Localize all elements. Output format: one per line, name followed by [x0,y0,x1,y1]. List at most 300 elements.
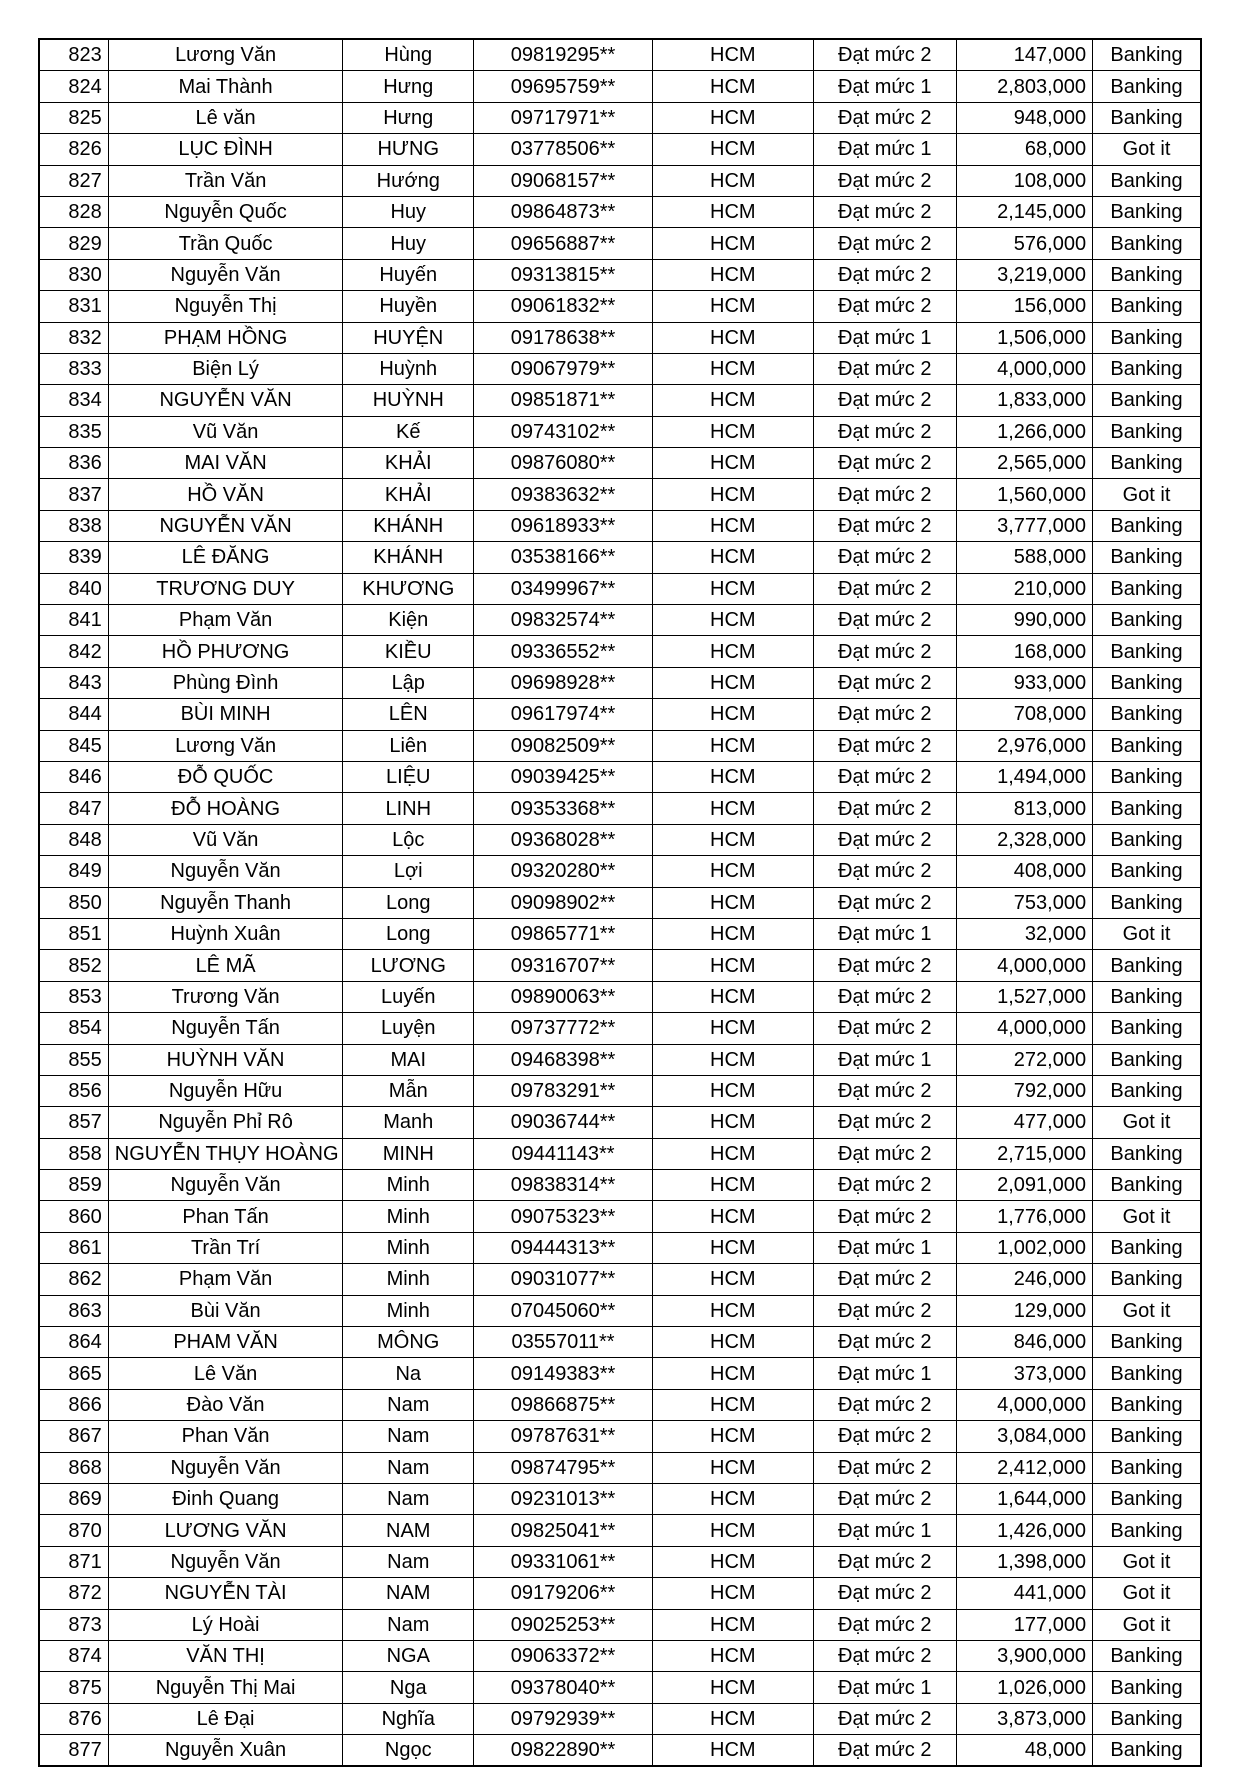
level-cell: Đạt mức 1 [813,322,956,353]
payment-method-cell: Banking [1093,353,1201,384]
amount-cell: 4,000,000 [956,353,1092,384]
phone-cell: 09031077** [474,1264,653,1295]
given-name-cell: Manh [343,1107,474,1138]
level-cell: Đạt mức 2 [813,1170,956,1201]
given-name-cell: KHẢI [343,448,474,479]
amount-cell: 108,000 [956,165,1092,196]
level-cell: Đạt mức 2 [813,1546,956,1577]
phone-cell: 09865771** [474,918,653,949]
given-name-cell: KHƯƠNG [343,573,474,604]
phone-cell: 09851871** [474,385,653,416]
table-row [39,39,1201,71]
surname-cell: HỒ VĂN [108,479,343,510]
surname-cell: Nguyễn Văn [108,1546,343,1577]
given-name-cell: Nghĩa [343,1703,474,1734]
given-name-cell: KIỀU [343,636,474,667]
payment-method-cell: Banking [1093,793,1201,824]
table-row [39,981,1201,1012]
amount-cell: 1,560,000 [956,479,1092,510]
row-number-cell: 863 [39,1295,108,1326]
region-cell: HCM [652,1013,813,1044]
table-row [39,887,1201,918]
row-number-cell: 833 [39,353,108,384]
row-number-cell: 835 [39,416,108,447]
phone-cell: 09320280** [474,856,653,887]
table-row [39,1170,1201,1201]
given-name-cell: Minh [343,1232,474,1263]
table-row [39,1672,1201,1703]
surname-cell: Nguyễn Văn [108,1452,343,1483]
region-cell: HCM [652,228,813,259]
table-row [39,71,1201,102]
level-cell: Đạt mức 2 [813,1327,956,1358]
surname-cell: TRƯƠNG DUY [108,573,343,604]
payment-method-cell: Got it [1093,1546,1201,1577]
region-cell: HCM [652,1232,813,1263]
phone-cell: 09783291** [474,1075,653,1106]
surname-cell: Phan Tấn [108,1201,343,1232]
given-name-cell: Mẫn [343,1075,474,1106]
given-name-cell: HƯNG [343,134,474,165]
row-number-cell: 862 [39,1264,108,1295]
table-row [39,1640,1201,1671]
region-cell: HCM [652,1546,813,1577]
phone-cell: 09874795** [474,1452,653,1483]
amount-cell: 933,000 [956,667,1092,698]
row-number-cell: 847 [39,793,108,824]
table-row [39,1201,1201,1232]
phone-cell: 09822890** [474,1735,653,1767]
phone-cell: 03538166** [474,542,653,573]
surname-cell: Lương Văn [108,39,343,71]
region-cell: HCM [652,1640,813,1671]
amount-cell: 4,000,000 [956,950,1092,981]
phone-cell: 09698928** [474,667,653,698]
region-cell: HCM [652,1044,813,1075]
level-cell: Đạt mức 2 [813,353,956,384]
amount-cell: 477,000 [956,1107,1092,1138]
surname-cell: Lý Hoài [108,1609,343,1640]
table-row [39,1578,1201,1609]
given-name-cell: Nam [343,1389,474,1420]
phone-cell: 09025253** [474,1609,653,1640]
level-cell: Đạt mức 2 [813,856,956,887]
amount-cell: 373,000 [956,1358,1092,1389]
level-cell: Đạt mức 2 [813,39,956,71]
region-cell: HCM [652,102,813,133]
given-name-cell: Hưng [343,71,474,102]
phone-cell: 09890063** [474,981,653,1012]
level-cell: Đạt mức 2 [813,1264,956,1295]
surname-cell: HỒ PHƯƠNG [108,636,343,667]
level-cell: Đạt mức 1 [813,1044,956,1075]
payment-method-cell: Banking [1093,322,1201,353]
surname-cell: Phạm Văn [108,1264,343,1295]
surname-cell: Phan Văn [108,1421,343,1452]
row-number-cell: 825 [39,102,108,133]
row-number-cell: 831 [39,291,108,322]
row-number-cell: 852 [39,950,108,981]
amount-cell: 147,000 [956,39,1092,71]
region-cell: HCM [652,887,813,918]
row-number-cell: 845 [39,730,108,761]
row-number-cell: 861 [39,1232,108,1263]
region-cell: HCM [652,950,813,981]
phone-cell: 09082509** [474,730,653,761]
given-name-cell: Huyến [343,259,474,290]
surname-cell: Vũ Văn [108,416,343,447]
region-cell: HCM [652,1672,813,1703]
given-name-cell: NAM [343,1578,474,1609]
given-name-cell: Minh [343,1264,474,1295]
level-cell: Đạt mức 1 [813,1672,956,1703]
row-number-cell: 841 [39,605,108,636]
table-row [39,228,1201,259]
level-cell: Đạt mức 2 [813,1075,956,1106]
level-cell: Đạt mức 2 [813,793,956,824]
given-name-cell: Minh [343,1170,474,1201]
level-cell: Đạt mức 2 [813,448,956,479]
table-row [39,605,1201,636]
given-name-cell: Huy [343,196,474,227]
payment-method-cell: Banking [1093,950,1201,981]
amount-cell: 3,084,000 [956,1421,1092,1452]
level-cell: Đạt mức 2 [813,887,956,918]
amount-cell: 2,412,000 [956,1452,1092,1483]
payment-method-cell: Banking [1093,1703,1201,1734]
phone-cell: 09231013** [474,1483,653,1514]
phone-cell: 09149383** [474,1358,653,1389]
phone-cell: 09068157** [474,165,653,196]
given-name-cell: Lập [343,667,474,698]
level-cell: Đạt mức 2 [813,1138,956,1169]
surname-cell: Trần Trí [108,1232,343,1263]
surname-cell: NGUYỄN THỤY HOÀNG [108,1138,343,1169]
surname-cell: ĐỖ QUỐC [108,761,343,792]
row-number-cell: 864 [39,1327,108,1358]
amount-cell: 2,715,000 [956,1138,1092,1169]
payment-method-cell: Got it [1093,1609,1201,1640]
amount-cell: 1,266,000 [956,416,1092,447]
payment-method-cell: Banking [1093,448,1201,479]
table-row [39,1013,1201,1044]
table-row [39,1107,1201,1138]
surname-cell: MAI VĂN [108,448,343,479]
level-cell: Đạt mức 2 [813,1295,956,1326]
phone-cell: 09444313** [474,1232,653,1263]
amount-cell: 708,000 [956,699,1092,730]
given-name-cell: HUYỆN [343,322,474,353]
amount-cell: 1,833,000 [956,385,1092,416]
level-cell: Đạt mức 2 [813,1452,956,1483]
row-number-cell: 876 [39,1703,108,1734]
region-cell: HCM [652,259,813,290]
given-name-cell: Hưng [343,102,474,133]
amount-cell: 3,873,000 [956,1703,1092,1734]
payment-method-cell: Banking [1093,1170,1201,1201]
region-cell: HCM [652,416,813,447]
region-cell: HCM [652,981,813,1012]
amount-cell: 588,000 [956,542,1092,573]
payment-method-cell: Banking [1093,1452,1201,1483]
payment-method-cell: Banking [1093,228,1201,259]
amount-cell: 576,000 [956,228,1092,259]
surname-cell: LƯƠNG VĂN [108,1515,343,1546]
region-cell: HCM [652,1295,813,1326]
amount-cell: 1,506,000 [956,322,1092,353]
level-cell: Đạt mức 2 [813,1640,956,1671]
phone-cell: 09178638** [474,322,653,353]
level-cell: Đạt mức 2 [813,228,956,259]
row-number-cell: 857 [39,1107,108,1138]
phone-cell: 09618933** [474,510,653,541]
level-cell: Đạt mức 1 [813,71,956,102]
row-number-cell: 858 [39,1138,108,1169]
region-cell: HCM [652,1264,813,1295]
amount-cell: 2,145,000 [956,196,1092,227]
region-cell: HCM [652,542,813,573]
surname-cell: Nguyễn Phỉ Rô [108,1107,343,1138]
region-cell: HCM [652,291,813,322]
surname-cell: VĂN THỊ [108,1640,343,1671]
phone-cell: 09656887** [474,228,653,259]
surname-cell: Nguyễn Thị Mai [108,1672,343,1703]
given-name-cell: Nam [343,1483,474,1514]
phone-cell: 09098902** [474,887,653,918]
surname-cell: Nguyễn Tấn [108,1013,343,1044]
level-cell: Đạt mức 2 [813,1201,956,1232]
amount-cell: 792,000 [956,1075,1092,1106]
surname-cell: Trần Quốc [108,228,343,259]
region-cell: HCM [652,1483,813,1514]
payment-method-cell: Banking [1093,887,1201,918]
phone-cell: 09313815** [474,259,653,290]
table-row [39,573,1201,604]
amount-cell: 3,900,000 [956,1640,1092,1671]
table-body [39,39,1201,1766]
level-cell: Đạt mức 1 [813,1515,956,1546]
level-cell: Đạt mức 2 [813,824,956,855]
payment-method-cell: Got it [1093,134,1201,165]
amount-cell: 1,426,000 [956,1515,1092,1546]
amount-cell: 129,000 [956,1295,1092,1326]
payment-method-cell: Banking [1093,1138,1201,1169]
table-row [39,322,1201,353]
phone-cell: 09866875** [474,1389,653,1420]
payment-method-cell: Banking [1093,761,1201,792]
amount-cell: 1,644,000 [956,1483,1092,1514]
payment-method-cell: Banking [1093,856,1201,887]
payment-method-cell: Banking [1093,102,1201,133]
region-cell: HCM [652,1389,813,1420]
table-row [39,259,1201,290]
phone-cell: 09353368** [474,793,653,824]
amount-cell: 210,000 [956,573,1092,604]
level-cell: Đạt mức 2 [813,605,956,636]
level-cell: Đạt mức 2 [813,416,956,447]
region-cell: HCM [652,479,813,510]
level-cell: Đạt mức 2 [813,385,956,416]
table-row [39,1735,1201,1767]
payment-method-cell: Got it [1093,918,1201,949]
surname-cell: Nguyễn Quốc [108,196,343,227]
phone-cell: 07045060** [474,1295,653,1326]
level-cell: Đạt mức 2 [813,699,956,730]
row-number-cell: 859 [39,1170,108,1201]
phone-cell: 09336552** [474,636,653,667]
row-number-cell: 875 [39,1672,108,1703]
amount-cell: 441,000 [956,1578,1092,1609]
given-name-cell: NGA [343,1640,474,1671]
amount-cell: 272,000 [956,1044,1092,1075]
region-cell: HCM [652,824,813,855]
row-number-cell: 837 [39,479,108,510]
amount-cell: 177,000 [956,1609,1092,1640]
row-number-cell: 869 [39,1483,108,1514]
region-cell: HCM [652,353,813,384]
row-number-cell: 832 [39,322,108,353]
phone-cell: 09316707** [474,950,653,981]
region-cell: HCM [652,1138,813,1169]
payment-method-cell: Banking [1093,71,1201,102]
row-number-cell: 830 [39,259,108,290]
payment-method-cell: Banking [1093,1515,1201,1546]
row-number-cell: 829 [39,228,108,259]
table-row [39,1044,1201,1075]
region-cell: HCM [652,1735,813,1767]
row-number-cell: 853 [39,981,108,1012]
phone-cell: 09441143** [474,1138,653,1169]
payment-method-cell: Banking [1093,165,1201,196]
phone-cell: 09036744** [474,1107,653,1138]
row-number-cell: 828 [39,196,108,227]
amount-cell: 32,000 [956,918,1092,949]
level-cell: Đạt mức 2 [813,1483,956,1514]
given-name-cell: LÊN [343,699,474,730]
row-number-cell: 868 [39,1452,108,1483]
level-cell: Đạt mức 2 [813,730,956,761]
row-number-cell: 843 [39,667,108,698]
phone-cell: 09383632** [474,479,653,510]
table-row [39,761,1201,792]
phone-cell: 09819295** [474,39,653,71]
surname-cell: Nguyễn Văn [108,856,343,887]
region-cell: HCM [652,793,813,824]
payment-method-cell: Banking [1093,1640,1201,1671]
table-row [39,1483,1201,1514]
region-cell: HCM [652,385,813,416]
table-row [39,856,1201,887]
phone-cell: 09468398** [474,1044,653,1075]
level-cell: Đạt mức 2 [813,761,956,792]
surname-cell: Mai Thành [108,71,343,102]
given-name-cell: Na [343,1358,474,1389]
level-cell: Đạt mức 2 [813,573,956,604]
given-name-cell: HUỲNH [343,385,474,416]
given-name-cell: Huy [343,228,474,259]
given-name-cell: NAM [343,1515,474,1546]
winners-table [38,38,1202,1767]
payment-method-cell: Banking [1093,39,1201,71]
surname-cell: LÊ MÃ [108,950,343,981]
table-row [39,542,1201,573]
region-cell: HCM [652,39,813,71]
phone-cell: 09743102** [474,416,653,447]
payment-method-cell: Got it [1093,479,1201,510]
region-cell: HCM [652,1703,813,1734]
row-number-cell: 840 [39,573,108,604]
surname-cell: Nguyễn Văn [108,1170,343,1201]
given-name-cell: MÔNG [343,1327,474,1358]
phone-cell: 09368028** [474,824,653,855]
payment-method-cell: Banking [1093,416,1201,447]
region-cell: HCM [652,71,813,102]
surname-cell: Nguyễn Xuân [108,1735,343,1767]
phone-cell: 09695759** [474,71,653,102]
amount-cell: 2,803,000 [956,71,1092,102]
amount-cell: 3,219,000 [956,259,1092,290]
phone-cell: 09331061** [474,1546,653,1577]
level-cell: Đạt mức 2 [813,165,956,196]
region-cell: HCM [652,1107,813,1138]
payment-method-cell: Banking [1093,573,1201,604]
surname-cell: Phạm Văn [108,605,343,636]
table-row [39,416,1201,447]
surname-cell: Đào Văn [108,1389,343,1420]
surname-cell: Lê Đại [108,1703,343,1734]
payment-method-cell: Got it [1093,1578,1201,1609]
table-row [39,479,1201,510]
amount-cell: 846,000 [956,1327,1092,1358]
payment-method-cell: Banking [1093,1044,1201,1075]
payment-method-cell: Banking [1093,699,1201,730]
given-name-cell: KHẢI [343,479,474,510]
payment-method-cell: Banking [1093,1013,1201,1044]
amount-cell: 2,328,000 [956,824,1092,855]
surname-cell: Bùi Văn [108,1295,343,1326]
table-row [39,510,1201,541]
level-cell: Đạt mức 2 [813,1421,956,1452]
row-number-cell: 867 [39,1421,108,1452]
surname-cell: Lê văn [108,102,343,133]
region-cell: HCM [652,1421,813,1452]
row-number-cell: 838 [39,510,108,541]
given-name-cell: LINH [343,793,474,824]
phone-cell: 09787631** [474,1421,653,1452]
phone-cell: 09737772** [474,1013,653,1044]
row-number-cell: 826 [39,134,108,165]
payment-method-cell: Banking [1093,1358,1201,1389]
level-cell: Đạt mức 2 [813,479,956,510]
region-cell: HCM [652,1201,813,1232]
given-name-cell: MINH [343,1138,474,1169]
table-row [39,918,1201,949]
phone-cell: 09792939** [474,1703,653,1734]
region-cell: HCM [652,448,813,479]
payment-method-cell: Banking [1093,824,1201,855]
row-number-cell: 877 [39,1735,108,1767]
amount-cell: 753,000 [956,887,1092,918]
region-cell: HCM [652,1075,813,1106]
table-row [39,667,1201,698]
row-number-cell: 870 [39,1515,108,1546]
given-name-cell: Kế [343,416,474,447]
surname-cell: Nguyễn Thanh [108,887,343,918]
payment-method-cell: Banking [1093,510,1201,541]
region-cell: HCM [652,761,813,792]
amount-cell: 1,398,000 [956,1546,1092,1577]
level-cell: Đạt mức 2 [813,636,956,667]
